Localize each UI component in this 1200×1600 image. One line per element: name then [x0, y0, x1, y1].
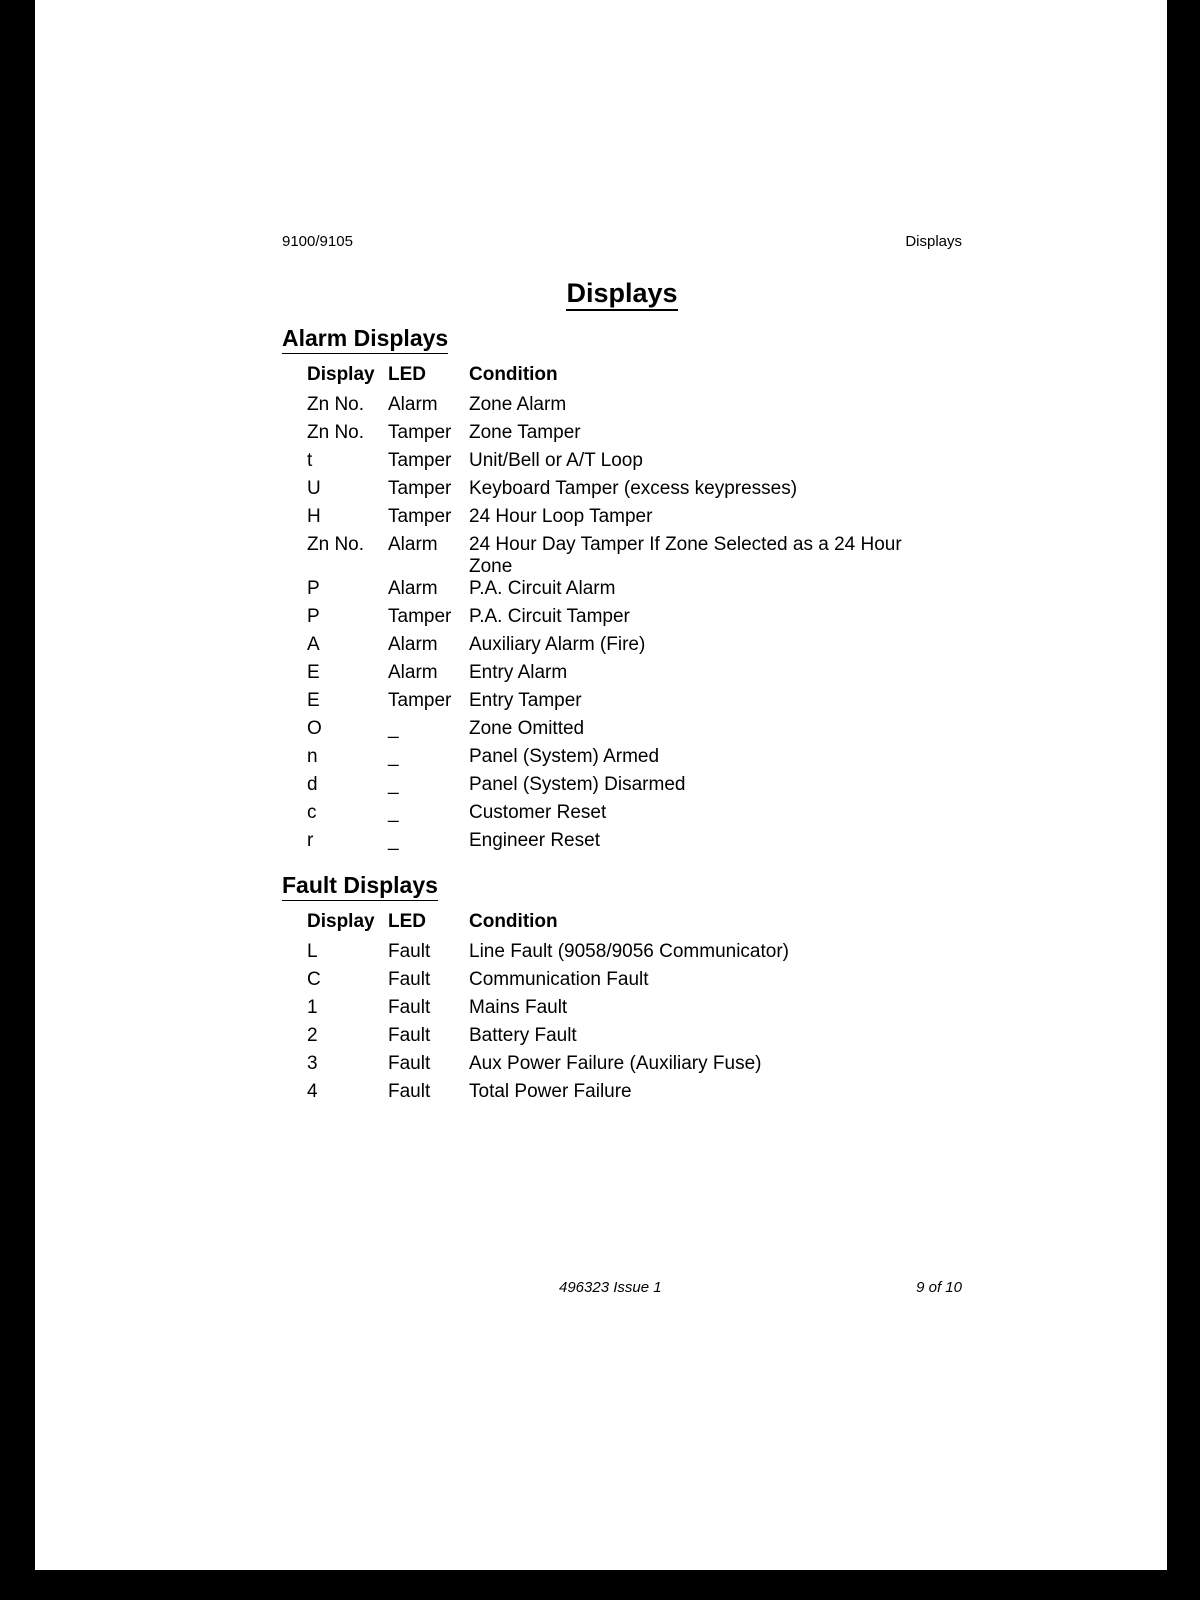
table-row — [307, 478, 919, 506]
condition-cell: Panel (System) Armed — [469, 746, 660, 767]
condition-cell: Total Power Failure — [469, 1081, 632, 1102]
header-section: Displays — [905, 233, 962, 250]
led-cell: Tamper — [388, 690, 452, 711]
led-cell: Fault — [388, 1081, 431, 1102]
display-cell: r — [307, 830, 314, 851]
led-cell: Alarm — [388, 634, 438, 655]
table-row — [307, 802, 919, 830]
condition-cell: Auxiliary Alarm (Fire) — [469, 634, 646, 655]
led-cell: _ — [388, 774, 399, 795]
table-row — [307, 1053, 919, 1081]
condition-cell: Mains Fault — [469, 997, 568, 1018]
fault-displays-heading: Fault Displays — [282, 872, 438, 901]
display-cell: Zn No. — [307, 534, 365, 555]
table-row — [307, 450, 919, 478]
display-cell: P — [307, 606, 320, 627]
condition-cell: P.A. Circuit Tamper — [469, 606, 630, 627]
led-cell: Tamper — [388, 422, 452, 443]
alarm-rows — [307, 394, 919, 858]
column-header-led: LED — [388, 364, 426, 385]
page-title — [282, 278, 962, 309]
table-row — [307, 534, 919, 578]
table-header-row — [307, 911, 919, 941]
display-cell: U — [307, 478, 321, 499]
display-cell: E — [307, 690, 320, 711]
condition-cell: Zone Tamper — [469, 422, 581, 443]
led-cell: Tamper — [388, 506, 452, 527]
column-header-led: LED — [388, 911, 426, 932]
led-cell: Alarm — [388, 534, 438, 555]
led-cell: _ — [388, 746, 399, 767]
condition-cell: Engineer Reset — [469, 830, 600, 851]
led-cell: Fault — [388, 941, 431, 962]
column-header-condition: Condition — [469, 364, 558, 385]
display-cell: t — [307, 450, 313, 471]
alarm-displays-heading: Alarm Displays — [282, 325, 448, 354]
footer-document-number: 496323 Issue 1 — [559, 1279, 662, 1296]
table-row — [307, 830, 919, 858]
fault-displays-table — [307, 911, 919, 1109]
display-cell: H — [307, 506, 321, 527]
led-cell: Fault — [388, 969, 431, 990]
table-row — [307, 997, 919, 1025]
condition-cell: Keyboard Tamper (excess keypresses) — [469, 478, 798, 499]
table-row — [307, 718, 919, 746]
led-cell: Tamper — [388, 606, 452, 627]
led-cell: _ — [388, 718, 399, 739]
led-cell: Alarm — [388, 394, 438, 415]
display-cell: P — [307, 578, 320, 599]
condition-cell: 24 Hour Loop Tamper — [469, 506, 653, 527]
table-row — [307, 578, 919, 606]
table-row — [307, 774, 919, 802]
display-cell: O — [307, 718, 322, 739]
led-cell: Fault — [388, 1053, 431, 1074]
footer-page-number: 9 of 10 — [916, 1279, 962, 1296]
led-cell: Alarm — [388, 662, 438, 683]
column-header-condition: Condition — [469, 911, 558, 932]
display-cell: 1 — [307, 997, 318, 1018]
condition-cell: P.A. Circuit Alarm — [469, 578, 616, 599]
display-cell: A — [307, 634, 320, 655]
table-row — [307, 506, 919, 534]
condition-cell: Entry Alarm — [469, 662, 568, 683]
condition-cell: Communication Fault — [469, 969, 649, 990]
display-cell: Zn No. — [307, 422, 365, 443]
display-cell: 2 — [307, 1025, 318, 1046]
table-row — [307, 941, 919, 969]
display-cell: c — [307, 802, 317, 823]
condition-cell: Line Fault (9058/9056 Communicator) — [469, 941, 790, 962]
display-cell: Zn No. — [307, 394, 365, 415]
led-cell: Tamper — [388, 478, 452, 499]
table-row — [307, 634, 919, 662]
display-cell: d — [307, 774, 318, 795]
condition-cell: Battery Fault — [469, 1025, 577, 1046]
display-cell: E — [307, 662, 320, 683]
header-model: 9100/9105 — [282, 233, 353, 250]
table-row — [307, 662, 919, 690]
led-cell: Tamper — [388, 450, 452, 471]
led-cell: _ — [388, 802, 399, 823]
display-cell: L — [307, 941, 318, 962]
display-cell: 4 — [307, 1081, 318, 1102]
condition-cell: Aux Power Failure (Auxiliary Fuse) — [469, 1053, 762, 1074]
condition-cell: Zone Alarm — [469, 394, 567, 415]
display-cell: 3 — [307, 1053, 318, 1074]
condition-cell: Unit/Bell or A/T Loop — [469, 450, 643, 471]
table-row — [307, 394, 919, 422]
condition-cell: Panel (System) Disarmed — [469, 774, 686, 795]
led-cell: Alarm — [388, 578, 438, 599]
led-cell: Fault — [388, 1025, 431, 1046]
display-cell: C — [307, 969, 321, 990]
alarm-displays-table — [307, 364, 919, 858]
page-title-text: Displays — [566, 278, 677, 311]
column-header-display: Display — [307, 911, 375, 932]
led-cell: Fault — [388, 997, 431, 1018]
condition-cell: Entry Tamper — [469, 690, 582, 711]
table-row — [307, 1081, 919, 1109]
fault-rows — [307, 941, 919, 1109]
condition-cell: 24 Hour Day Tamper If Zone Selected as a 24 Hour Zone — [469, 534, 902, 577]
table-row — [307, 969, 919, 997]
running-header — [282, 233, 962, 250]
table-row — [307, 746, 919, 774]
column-header-display: Display — [307, 364, 375, 385]
table-row — [307, 422, 919, 450]
led-cell: _ — [388, 830, 399, 851]
condition-cell: Customer Reset — [469, 802, 607, 823]
table-row — [307, 1025, 919, 1053]
condition-cell: Zone Omitted — [469, 718, 585, 739]
table-row — [307, 690, 919, 718]
display-cell: n — [307, 746, 318, 767]
table-row — [307, 606, 919, 634]
document-page — [35, 0, 1167, 1570]
table-header-row — [307, 364, 919, 394]
